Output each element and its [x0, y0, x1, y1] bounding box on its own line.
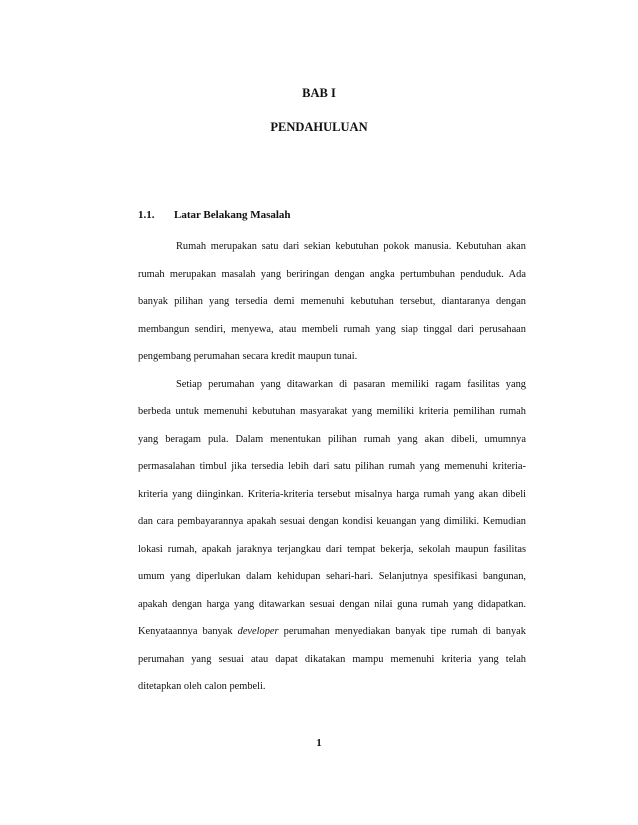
- page-number: 1: [316, 737, 322, 749]
- chapter-number: BAB I: [302, 86, 336, 100]
- paragraph-2-italic-term: developer: [237, 626, 279, 637]
- section-title: Latar Belakang Masalah: [174, 209, 291, 221]
- paragraph-1: Rumah merupakan satu dari sekian kebutuhan pokok manusia. Kebutuhan akan rumah merupakan masalah yang beriringan dengan angka pertumbuhan penduduk. Ada banyak pilihan yang tersedia demi memenuhi kebutuhan tersebut, diantaranya dengan membangun sendiri, menyewa, atau membeli rumah yang siap tinggal dari perusahaan pengembang perumahan secara kredit maupun tunai.: [138, 241, 526, 362]
- section-heading: [138, 209, 291, 221]
- section-number: 1.1.: [138, 209, 155, 221]
- paragraph-2-text-a: Setiap perumahan yang ditawarkan di pasaran memiliki ragam fasilitas yang berbeda untuk memenuhi kebutuhan masyarakat yang memiliki kriteria pemilihan rumah yang beragam pula. Dalam menentukan pilihan rumah yang akan dibeli, umumnya permasalahan timbul jika tersedia lebih dari satu pilihan rumah yang memenuhi kriteria-kriteria yang diinginkan. Kriteria-kriteria tersebut misalnya harga rumah yang akan dibeli dan cara pembayarannya apakah sesuai dengan kondisi keuangan yang dimiliki. Kemudian lokasi rumah, apakah jaraknya terjangkau dari tempat bekerja, sekolah maupun fasilitas umum yang diperlukan dalam kehidupan sehari-hari. Selanjutnya spesifikasi bangunan, apakah dengan harga yang ditawarkan sesuai dengan nilai guna rumah yang didapatkan. Kenyataannya banyak: [138, 378, 526, 637]
- paragraph-2: [138, 371, 526, 701]
- chapter-title: PENDAHULUAN: [270, 120, 368, 134]
- paragraph-2-text-b: perumahan menyediakan banyak tipe rumah di banyak perumahan yang sesuai atau dapat dikatakan mampu memenuhi kriteria yang telah ditetapkan oleh calon pembeli.: [138, 626, 526, 692]
- body-text: [138, 233, 526, 701]
